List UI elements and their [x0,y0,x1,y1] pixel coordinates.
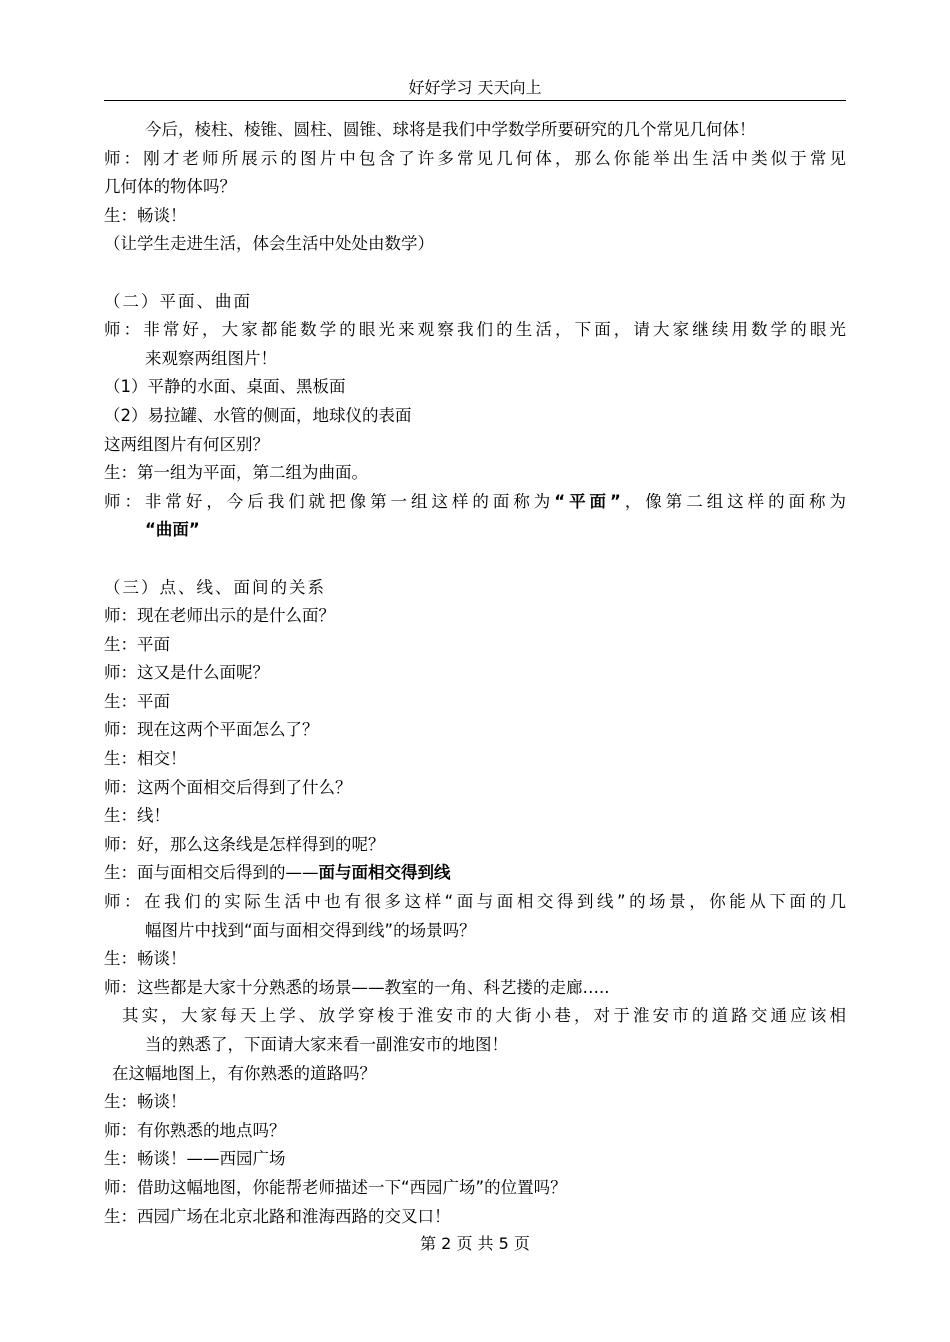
text-line: 其实，大家每天上学、放学穿梭于淮安市的大街小巷，对于淮安市的道路交通应该相 [122,1006,846,1026]
text-line: 生：畅谈！——西园广场 [104,1149,286,1169]
text-line: 幅图片中找到“面与面相交得到线”的场景吗？ [145,920,476,940]
text-line: 生：畅谈！ [104,1092,187,1112]
text-line: 几何体的物体吗？ [104,177,236,197]
section-heading: （三）点、线、面间的关系 [104,577,326,597]
text-line: 师：这两个面相交后得到了什么？ [104,777,352,797]
text-line: 生：相交！ [104,749,187,769]
text-line: 生：平面 [104,634,170,654]
text-line: 师：现在这两个平面怎么了？ [104,720,319,740]
text-line: 师：刚才老师所展示的图片中包含了许多常见几何体，那么你能举出生活中类似于常见 [104,148,846,168]
text-line: 师：这又是什么面呢？ [104,663,269,683]
text-line: （2）易拉罐、水管的侧面，地球仪的表面 [104,405,412,425]
text-line: 师：非常好，大家都能数学的眼光来观察我们的生活，下面，请大家继续用数学的眼光 [104,320,846,340]
blank-line [104,259,846,288]
text-line: 在这幅地图上，有你熟悉的道路吗？ [112,1063,376,1083]
text-line: 师：借助这幅地图，你能帮老师描述一下“西园广场”的位置吗？ [104,1177,567,1197]
text-line: 师：有你熟悉的地点吗？ [104,1120,286,1140]
text-span: 生：面与面相交后得到的—— [104,863,319,883]
bold-term: “曲面” [145,520,200,540]
text-line: 生：第一组为平面，第二组为曲面。 [104,463,368,483]
text-line [104,488,846,517]
text-span: ，像第二组这样的面称为 [620,491,846,511]
text-line: 生：平面 [104,691,170,711]
text-line: 生：线！ [104,806,170,826]
page-footer: 第 2 页 共 5 页 [420,1234,530,1253]
document-body [104,116,846,1231]
bold-term: 面与面相交得到线 [318,863,451,883]
text-line: （1）平静的水面、桌面、黑板面 [104,377,346,397]
text-line: 生：畅谈！ [104,949,187,969]
text-line: 师：在我们的实际生活中也有很多这样“面与面相交得到线”的场景，你能从下面的几 [104,892,846,912]
text-line: 师：好，那么这条线是怎样得到的呢？ [104,834,385,854]
text-line: 师：现在老师出示的是什么面？ [104,606,335,626]
text-line: （让学生走进生活，体会生活中处处由数学） [104,234,434,254]
text-line: 来观察两组图片！ [145,348,277,368]
header-divider [104,100,846,101]
section-heading: （二）平面、曲面 [104,291,252,311]
text-line: 当的熟悉了，下面请大家来看一副淮安市的地图！ [145,1035,508,1054]
text-line: 今后，棱柱、棱锥、圆柱、圆锥、球将是我们中学数学所要研究的几个常见几何体！ [145,120,756,139]
text-line [104,859,846,888]
text-span: 师：非常好，今后我们就把像第一组这样的面称为 [104,491,555,511]
text-line: 生：畅谈！ [104,205,187,225]
blank-line [104,545,846,574]
page-header: 好好学习 天天向上 [408,78,542,97]
text-line: 生：西园广场在北京北路和淮海西路的交叉口！ [104,1206,451,1226]
text-line: 师：这些都是大家十分熟悉的场景——教室的一角、科艺搂的走廊….. [104,977,610,997]
bold-term: “平面” [554,491,621,511]
text-line: 这两组图片有何区别？ [104,434,269,454]
